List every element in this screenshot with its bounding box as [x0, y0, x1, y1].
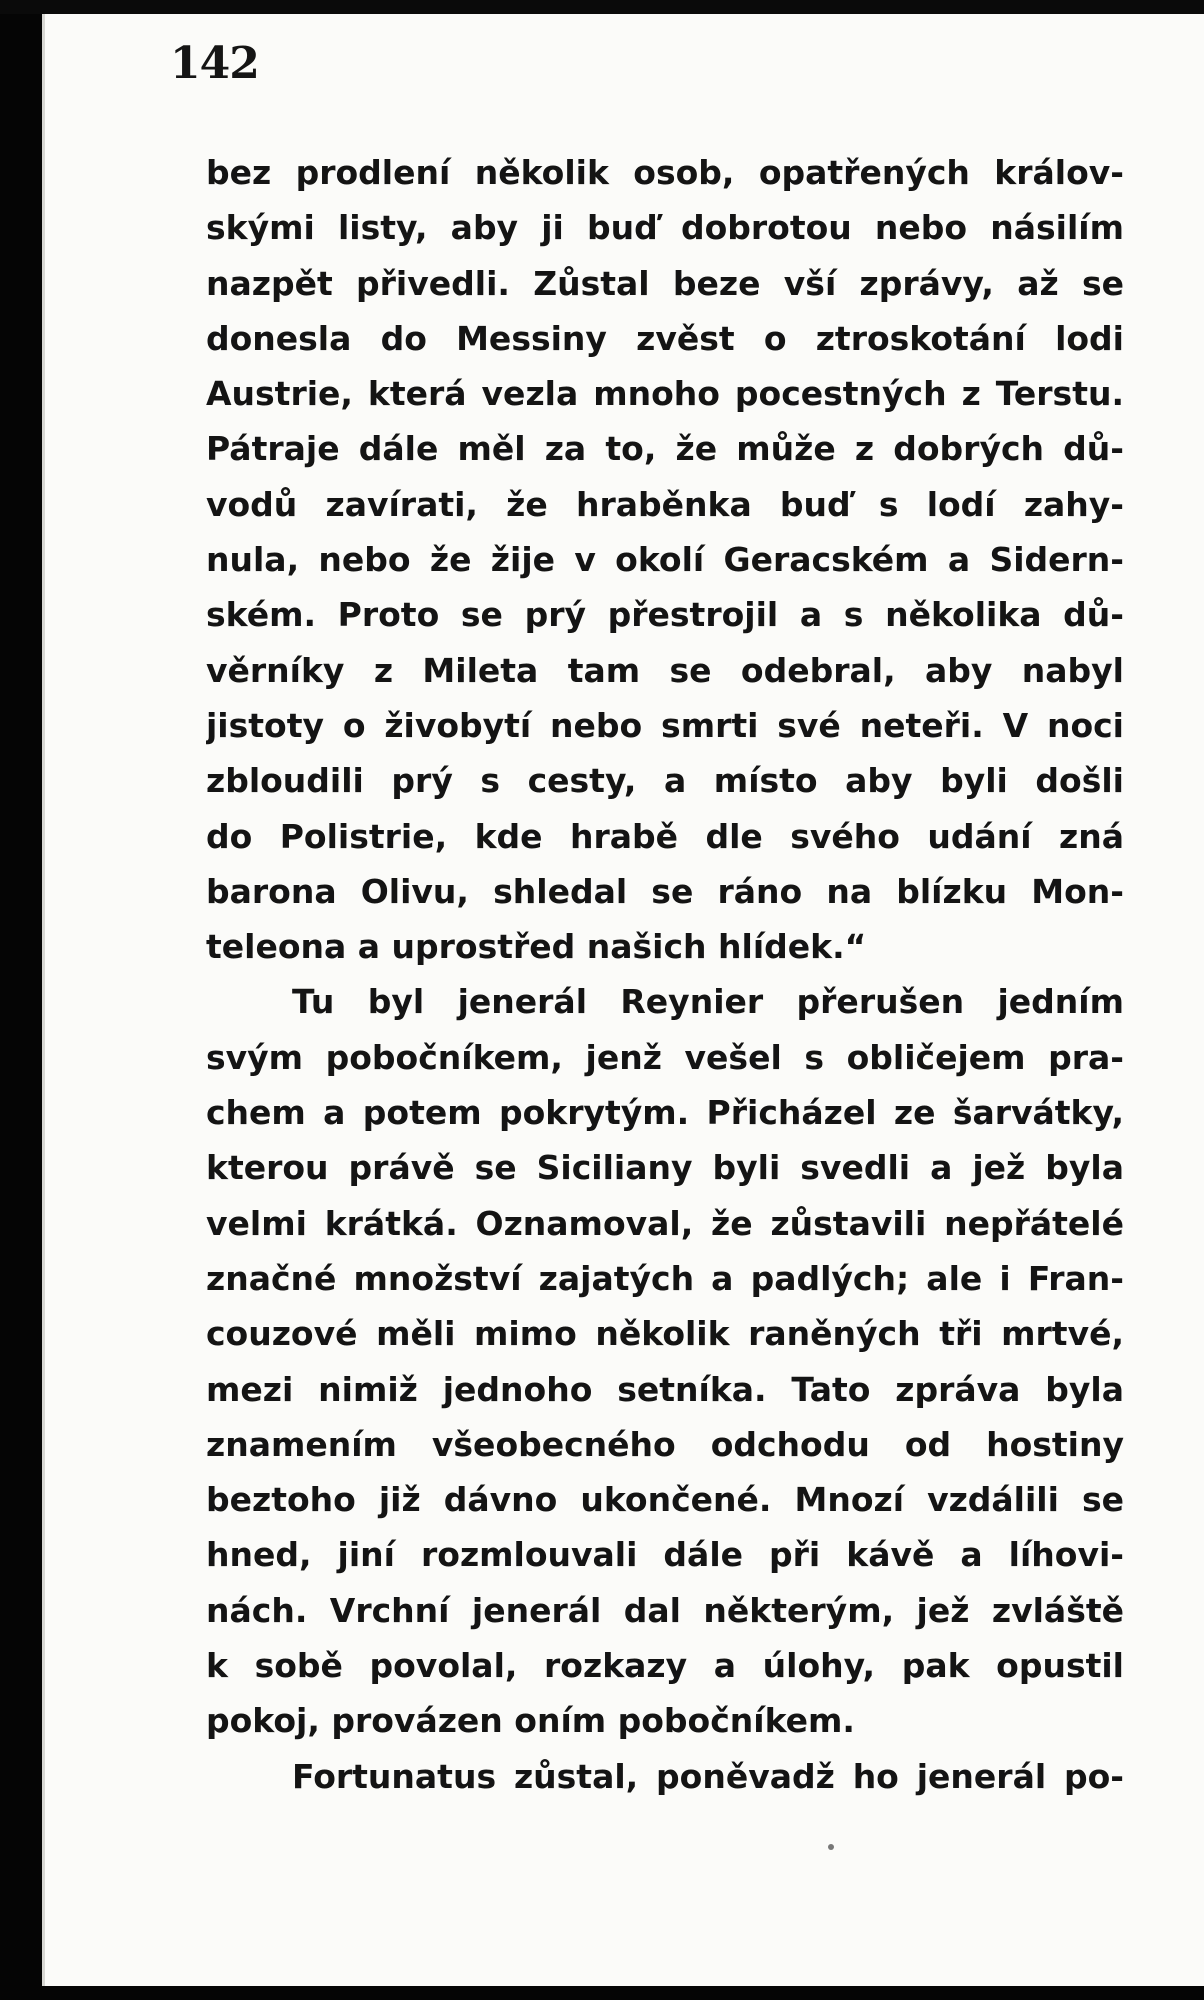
text-line: věrníky z Mileta tam se odebral, aby nabyl — [206, 650, 1124, 690]
text-line: nazpět přivedli. Zůstal beze vší zprávy, až se — [206, 263, 1124, 303]
paragraph-first-line: Tu byl jenerál Reynier přerušen jedním — [292, 982, 1124, 1022]
text-line: znamením všeobecného odchodu od hostiny — [206, 1424, 1124, 1464]
text-line: značné množství zajatých a padlých; ale i Fran- — [206, 1258, 1124, 1298]
text-line: mezi nimiž jednoho setníka. Tato zpráva byla — [206, 1369, 1124, 1409]
text-line: pokoj, provázen oním pobočníkem. — [206, 1701, 855, 1741]
text-line: couzové měli mimo několik raněných tři mrtvé, — [206, 1314, 1124, 1354]
text-line: svým pobočníkem, jenž vešel s obličejem pra- — [206, 1037, 1124, 1077]
text-line: donesla do Messiny zvěst o ztroskotání lodi — [206, 318, 1124, 358]
text-line: velmi krátká. Oznamoval, že zůstavili nepřátelé — [206, 1203, 1124, 1243]
text-line: nula, nebo že žije v okolí Geracském a Sidern- — [206, 540, 1124, 580]
page-body — [206, 145, 1124, 1804]
text-line: teleona a uprostřed našich hlídek.“ — [206, 927, 867, 967]
scan-edge — [0, 0, 1204, 14]
paper-speck — [828, 1844, 834, 1850]
text-line: Pátraje dále měl za to, že může z dobrých dů- — [206, 429, 1124, 469]
text-line: Austrie, která vezla mnoho pocestných z Terstu. — [206, 374, 1124, 414]
text-line: kterou právě se Siciliany byli svedli a jež byla — [206, 1148, 1124, 1188]
text-line: beztoho již dávno ukončené. Mnozí vzdálili se — [206, 1480, 1124, 1520]
text-line: jistoty o živobytí nebo smrti své neteři. V noci — [206, 705, 1124, 745]
text-line: do Polistrie, kde hrabě dle svého udání zná — [206, 816, 1124, 856]
text-line: ském. Proto se prý přestrojil a s několika dů- — [206, 595, 1124, 635]
text-line: k sobě povolal, rozkazy a úlohy, pak opustil — [206, 1646, 1124, 1686]
text-line: barona Olivu, shledal se ráno na blízku Mon- — [206, 871, 1124, 911]
text-line: vodů zavírati, že hraběnka buď s lodí zahy- — [206, 484, 1124, 524]
text-line: zbloudili prý s cesty, a místo aby byli došli — [206, 761, 1124, 801]
text-line: bez prodlení několik osob, opatřených králov- — [206, 153, 1124, 192]
text-line: hned, jiní rozmlouvali dále při kávě a líhovi- — [206, 1535, 1124, 1575]
text-line: nách. Vrchní jenerál dal některým, jež zvláště — [206, 1590, 1124, 1630]
paragraph-first-line: Fortunatus zůstal, poněvadž ho jenerál po- — [292, 1756, 1124, 1796]
page-number: 142 — [170, 38, 259, 89]
text-line: chem a potem pokrytým. Přicházel ze šarvátky, — [206, 1093, 1124, 1133]
text-line: skými listy, aby ji buď dobrotou nebo násilím — [206, 208, 1124, 248]
